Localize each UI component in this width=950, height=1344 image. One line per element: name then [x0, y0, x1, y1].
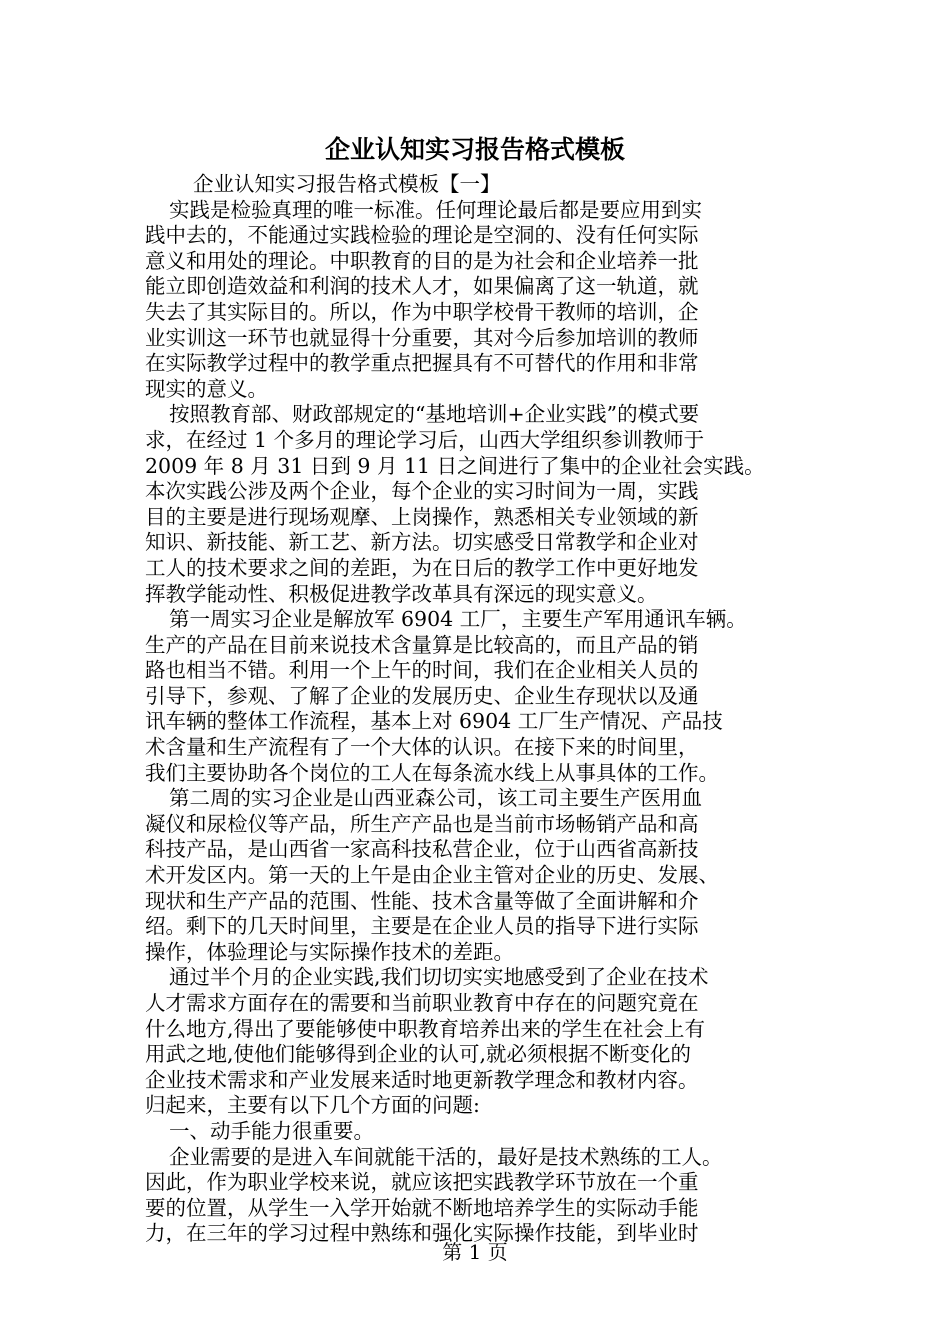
text-line: 失去了其实际目的。所以，作为中职学校骨干教师的培训，企: [145, 299, 699, 324]
text-line: 术含量和生产流程有了一个大体的认识。在接下来的时间里，: [145, 735, 699, 760]
document-title: 企业认知实习报告格式模板: [324, 135, 625, 164]
text-line: 现实的意义。: [145, 376, 268, 401]
text-line: 因此，作为职业学校来说，就应该把实践教学环节放在一个重: [145, 1170, 699, 1195]
text-line: 力，在三年的学习过程中熟练和强化实际操作技能，到毕业时: [145, 1221, 699, 1246]
text-line: 求，在经过 1 个多月的理论学习后，山西大学组织参训教师于: [145, 427, 705, 452]
text-line: 目的主要是进行现场观摩、上岗操作，熟悉相关专业领域的新: [145, 504, 699, 529]
text-line: 操作，体验理论与实际操作技术的差距。: [145, 939, 514, 964]
text-line: 通过半个月的企业实践,我们切切实实地感受到了企业在技术: [169, 965, 709, 990]
text-line: 2009 年 8 月 31 日到 9 月 11 日之间进行了集中的企业社会实践。: [145, 453, 765, 478]
text-line: 企业需要的是进入车间就能干活的，最好是技术熟练的工人。: [169, 1144, 723, 1169]
text-line: 科技产品，是山西省一家高科技私营企业，位于山西省高新技: [145, 837, 699, 862]
text-line: 引导下，参观、了解了企业的发展历史、企业生存现状以及通: [145, 683, 699, 708]
text-line: 绍。剩下的几天时间里，主要是在企业人员的指导下进行实际: [145, 914, 699, 939]
text-line: 归起来，主要有以下几个方面的问题:: [145, 1093, 480, 1118]
text-line: 人才需求方面存在的需要和当前职业教育中存在的问题究竟在: [145, 991, 699, 1015]
text-line: 现状和生产产品的范围、性能、技术含量等做了全面讲解和介: [145, 888, 699, 913]
text-line: 讯车辆的整体工作流程，基本上对 6904 工厂生产情况、产品技: [145, 709, 723, 734]
text-line: 术开发区内。第一天的上午是由企业主管对企业的历史、发展、: [145, 863, 719, 888]
text-line: 知识、新技能、新工艺、新方法。切实感受日常教学和企业对: [145, 530, 699, 555]
text-line: 企业技术需求和产业发展来适时地更新教学理念和教材内容。: [145, 1067, 699, 1092]
text-line: 按照教育部、财政部规定的“基地培训+企业实践”的模式要: [169, 402, 700, 427]
text-line: 第一周实习企业是解放军 6904 工厂，主要生产军用通讯车辆。: [169, 607, 747, 632]
text-line: 意义和用处的理论。中职教育的目的是为社会和企业培养一批: [145, 248, 699, 273]
text-line: 实践是检验真理的唯一标准。任何理论最后都是要应用到实: [169, 197, 702, 222]
text-line: 路也相当不错。利用一个上午的时间，我们在企业相关人员的: [145, 658, 699, 683]
text-line: 能立即创造效益和利润的技术人才，如果偏离了这一轨道，就: [145, 274, 699, 299]
text-line: 一、动手能力很重要。: [169, 1118, 374, 1143]
text-line: 践中去的，不能通过实践检验的理论是空洞的、没有任何实际: [145, 223, 699, 248]
text-line: 工人的技术要求之间的差距，为在日后的教学工作中更好地发: [145, 555, 699, 580]
text-line: 凝仪和尿检仪等产品，所生产产品也是当前市场畅销产品和高: [145, 811, 699, 836]
text-line: 在实际教学过程中的教学重点把握具有不可替代的作用和非常: [145, 351, 699, 376]
text-line: 我们主要协助各个岗位的工人在每条流水线上从事具体的工作。: [145, 760, 719, 785]
text-line: 本次实践公涉及两个企业，每个企业的实习时间为一周，实践: [145, 479, 699, 504]
text-line: 挥教学能动性、积极促进教学改革具有深远的现实意义。: [145, 581, 658, 606]
page-footer: 第 1 页: [442, 1240, 508, 1264]
text-line: 生产的产品在目前来说技术含量算是比较高的，而且产品的销: [145, 632, 699, 657]
text-line: 什么地方,得出了要能够使中职教育培养出来的学生在社会上有: [145, 1016, 706, 1041]
text-line: 业实训这一环节也就显得十分重要，其对今后参加培训的教师: [145, 325, 699, 350]
text-line: 用武之地,使他们能够得到企业的认可,就必须根据不断变化的: [145, 1042, 692, 1067]
document-body: [145, 172, 805, 1247]
text-line: 第二周的实习企业是山西亚森公司，该工司主要生产医用血: [169, 786, 702, 811]
section-heading: 企业认知实习报告格式模板【一】: [193, 172, 501, 196]
text-line: 要的位置，从学生一入学开始就不断地培养学生的实际动手能: [145, 1195, 699, 1220]
